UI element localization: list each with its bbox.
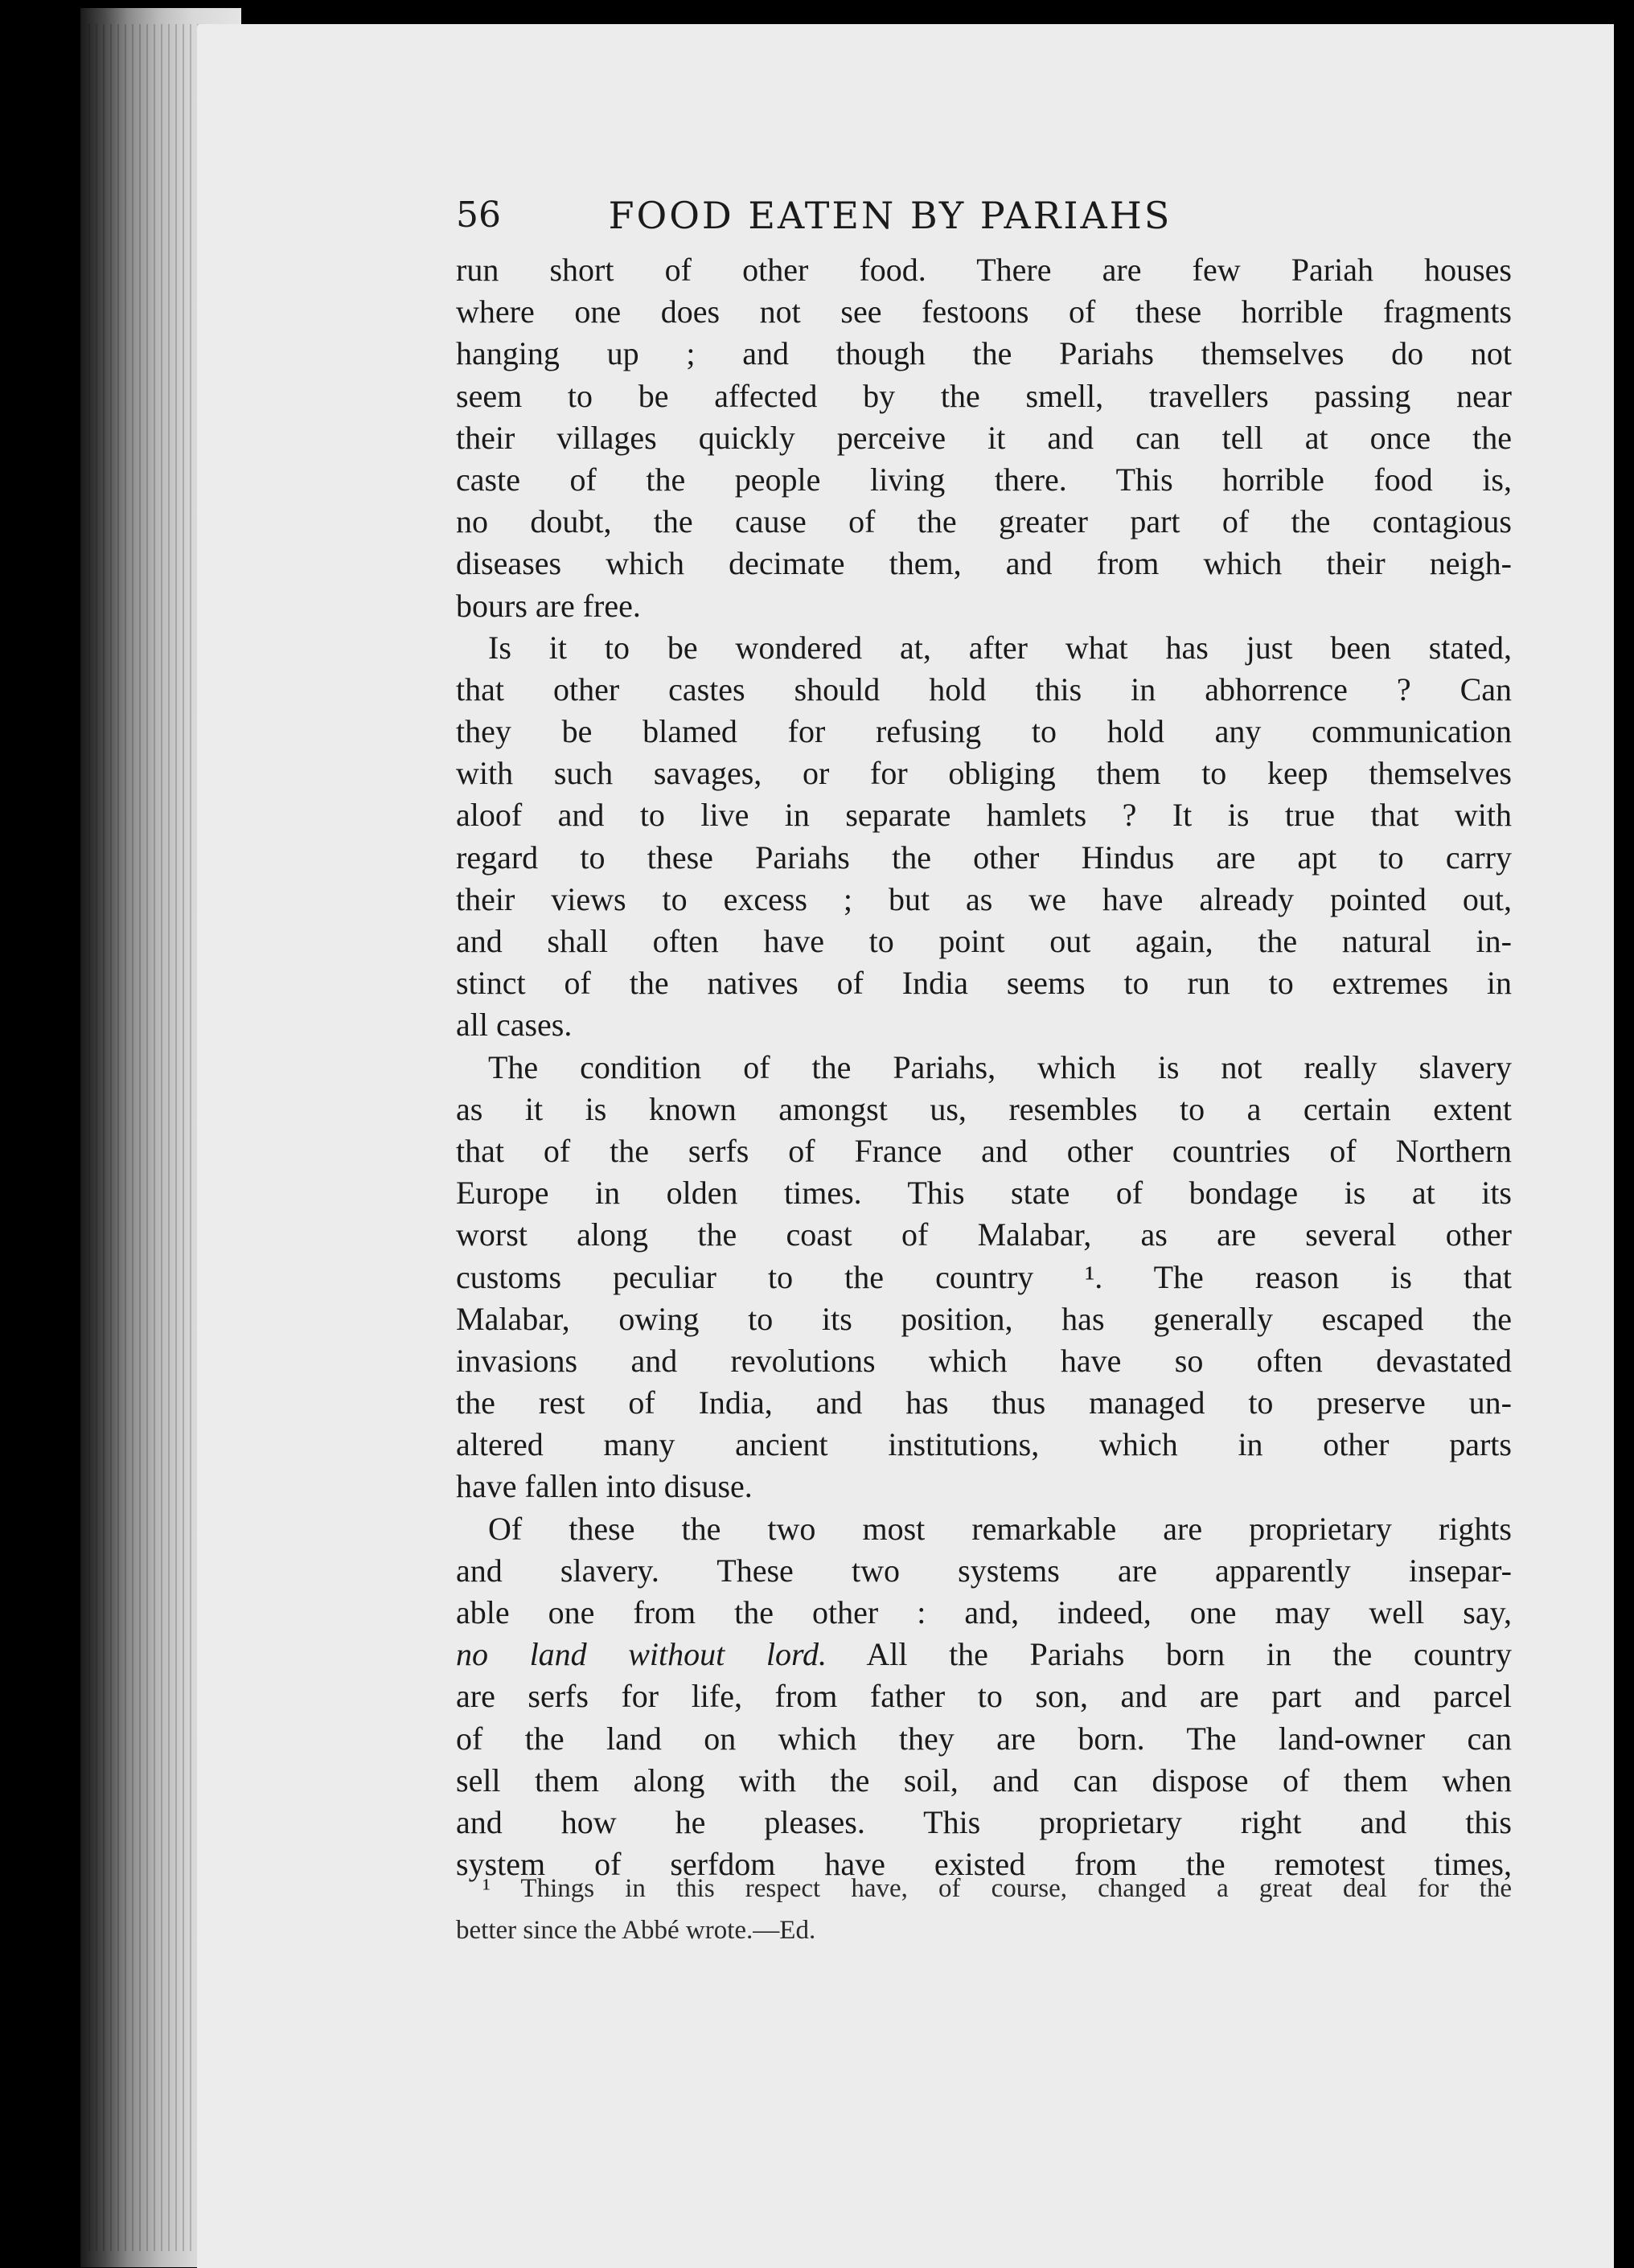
text-line: diseases which decimate them, and from which their neigh- [456, 545, 1512, 582]
text-line: the rest of India, and has thus managed to preserve un- [456, 1384, 1512, 1421]
text-line: stinct of the natives of India seems to run to extremes in [456, 965, 1512, 1002]
text-line: and shall often have to point out again, the natural in- [456, 923, 1512, 959]
text-line: and slavery. These two systems are apparently insepar- [456, 1552, 1512, 1589]
text-line: that other castes should hold this in abhorrence ? Can [456, 671, 1512, 707]
text-line: no doubt, the cause of the greater part of the contagious [456, 503, 1512, 540]
text-line: system of serfdom have existed from the remotest times, [456, 1846, 1512, 1883]
text-line: all cases. [456, 1007, 573, 1044]
text-line: they be blamed for refusing to hold any communication [456, 713, 1512, 750]
text-line: run short of other food. There are few Pariah houses [456, 252, 1512, 288]
body-text [456, 249, 1512, 1885]
text-line: aloof and to live in separate hamlets ? It is true that with [456, 797, 1512, 834]
text-line: regard to these Pariahs the other Hindus are apt to carry [456, 839, 1512, 876]
text-line: Of these the two most remarkable are proprietary rights [456, 1510, 1512, 1547]
text-line: bours are free. [456, 587, 641, 624]
text-line: hanging up ; and though the Pariahs themselves do not [456, 335, 1512, 372]
footnote-line: ¹ Things in this respect have, of course, changed a great deal for the [456, 1874, 1512, 1903]
text-line: have fallen into disuse. [456, 1468, 753, 1505]
text-line: no land without lord. All the Pariahs born in the country [456, 1636, 1513, 1673]
footnotes [456, 1872, 1512, 1955]
text-line: altered many ancient institutions, which in other parts [456, 1426, 1512, 1463]
text-line: as it is known amongst us, resembles to a certain extent [456, 1090, 1512, 1127]
text-line: customs peculiar to the country ¹. The reason is that [456, 1258, 1512, 1295]
text-line: seem to be affected by the smell, travellers passing near [456, 377, 1512, 414]
text-line: of the land on which they are born. The land-owner can [456, 1720, 1512, 1757]
text-line: able one from the other : and, indeed, one may well say, [456, 1594, 1512, 1630]
text-line: their villages quickly perceive it and can tell at once the [456, 419, 1512, 456]
text-line: where one does not see festoons of these horrible fragments [456, 293, 1512, 330]
page-number: 56 [456, 195, 501, 236]
text-line: invasions and revolutions which have so often devastated [456, 1342, 1512, 1379]
running-title: FOOD EATEN BY PARIAHS [608, 194, 1172, 237]
text-line: Is it to be wondered at, after what has just been stated, [456, 629, 1512, 666]
text-line: worst along the coast of Malabar, as are several other [456, 1216, 1512, 1253]
page-edges-texture [88, 24, 209, 2251]
text-line: and how he pleases. This proprietary right and this [456, 1803, 1512, 1840]
text-line: are serfs for life, from father to son, and are part and parcel [456, 1678, 1512, 1715]
text-line: that of the serfs of France and other countries of Northern [456, 1132, 1512, 1169]
text-line: The condition of the Pariahs, which is not really slavery [456, 1048, 1512, 1085]
scan-border-right [1614, 0, 1634, 2268]
footnote-line: better since the Abbé wrote.—Ed. [456, 1916, 816, 1946]
text-line: caste of the people living there. This horrible food is, [456, 461, 1512, 498]
text-line: Malabar, owing to its position, has generally escaped the [456, 1300, 1512, 1337]
text-line: sell them along with the soil, and can dispose of them when [456, 1761, 1512, 1798]
text-line: their views to excess ; but as we have already pointed out, [456, 880, 1512, 917]
text-line: with such savages, or for obliging them to keep themselves [456, 755, 1512, 792]
text-line: Europe in olden times. This state of bondage is at its [456, 1175, 1512, 1212]
running-head [456, 191, 1292, 248]
